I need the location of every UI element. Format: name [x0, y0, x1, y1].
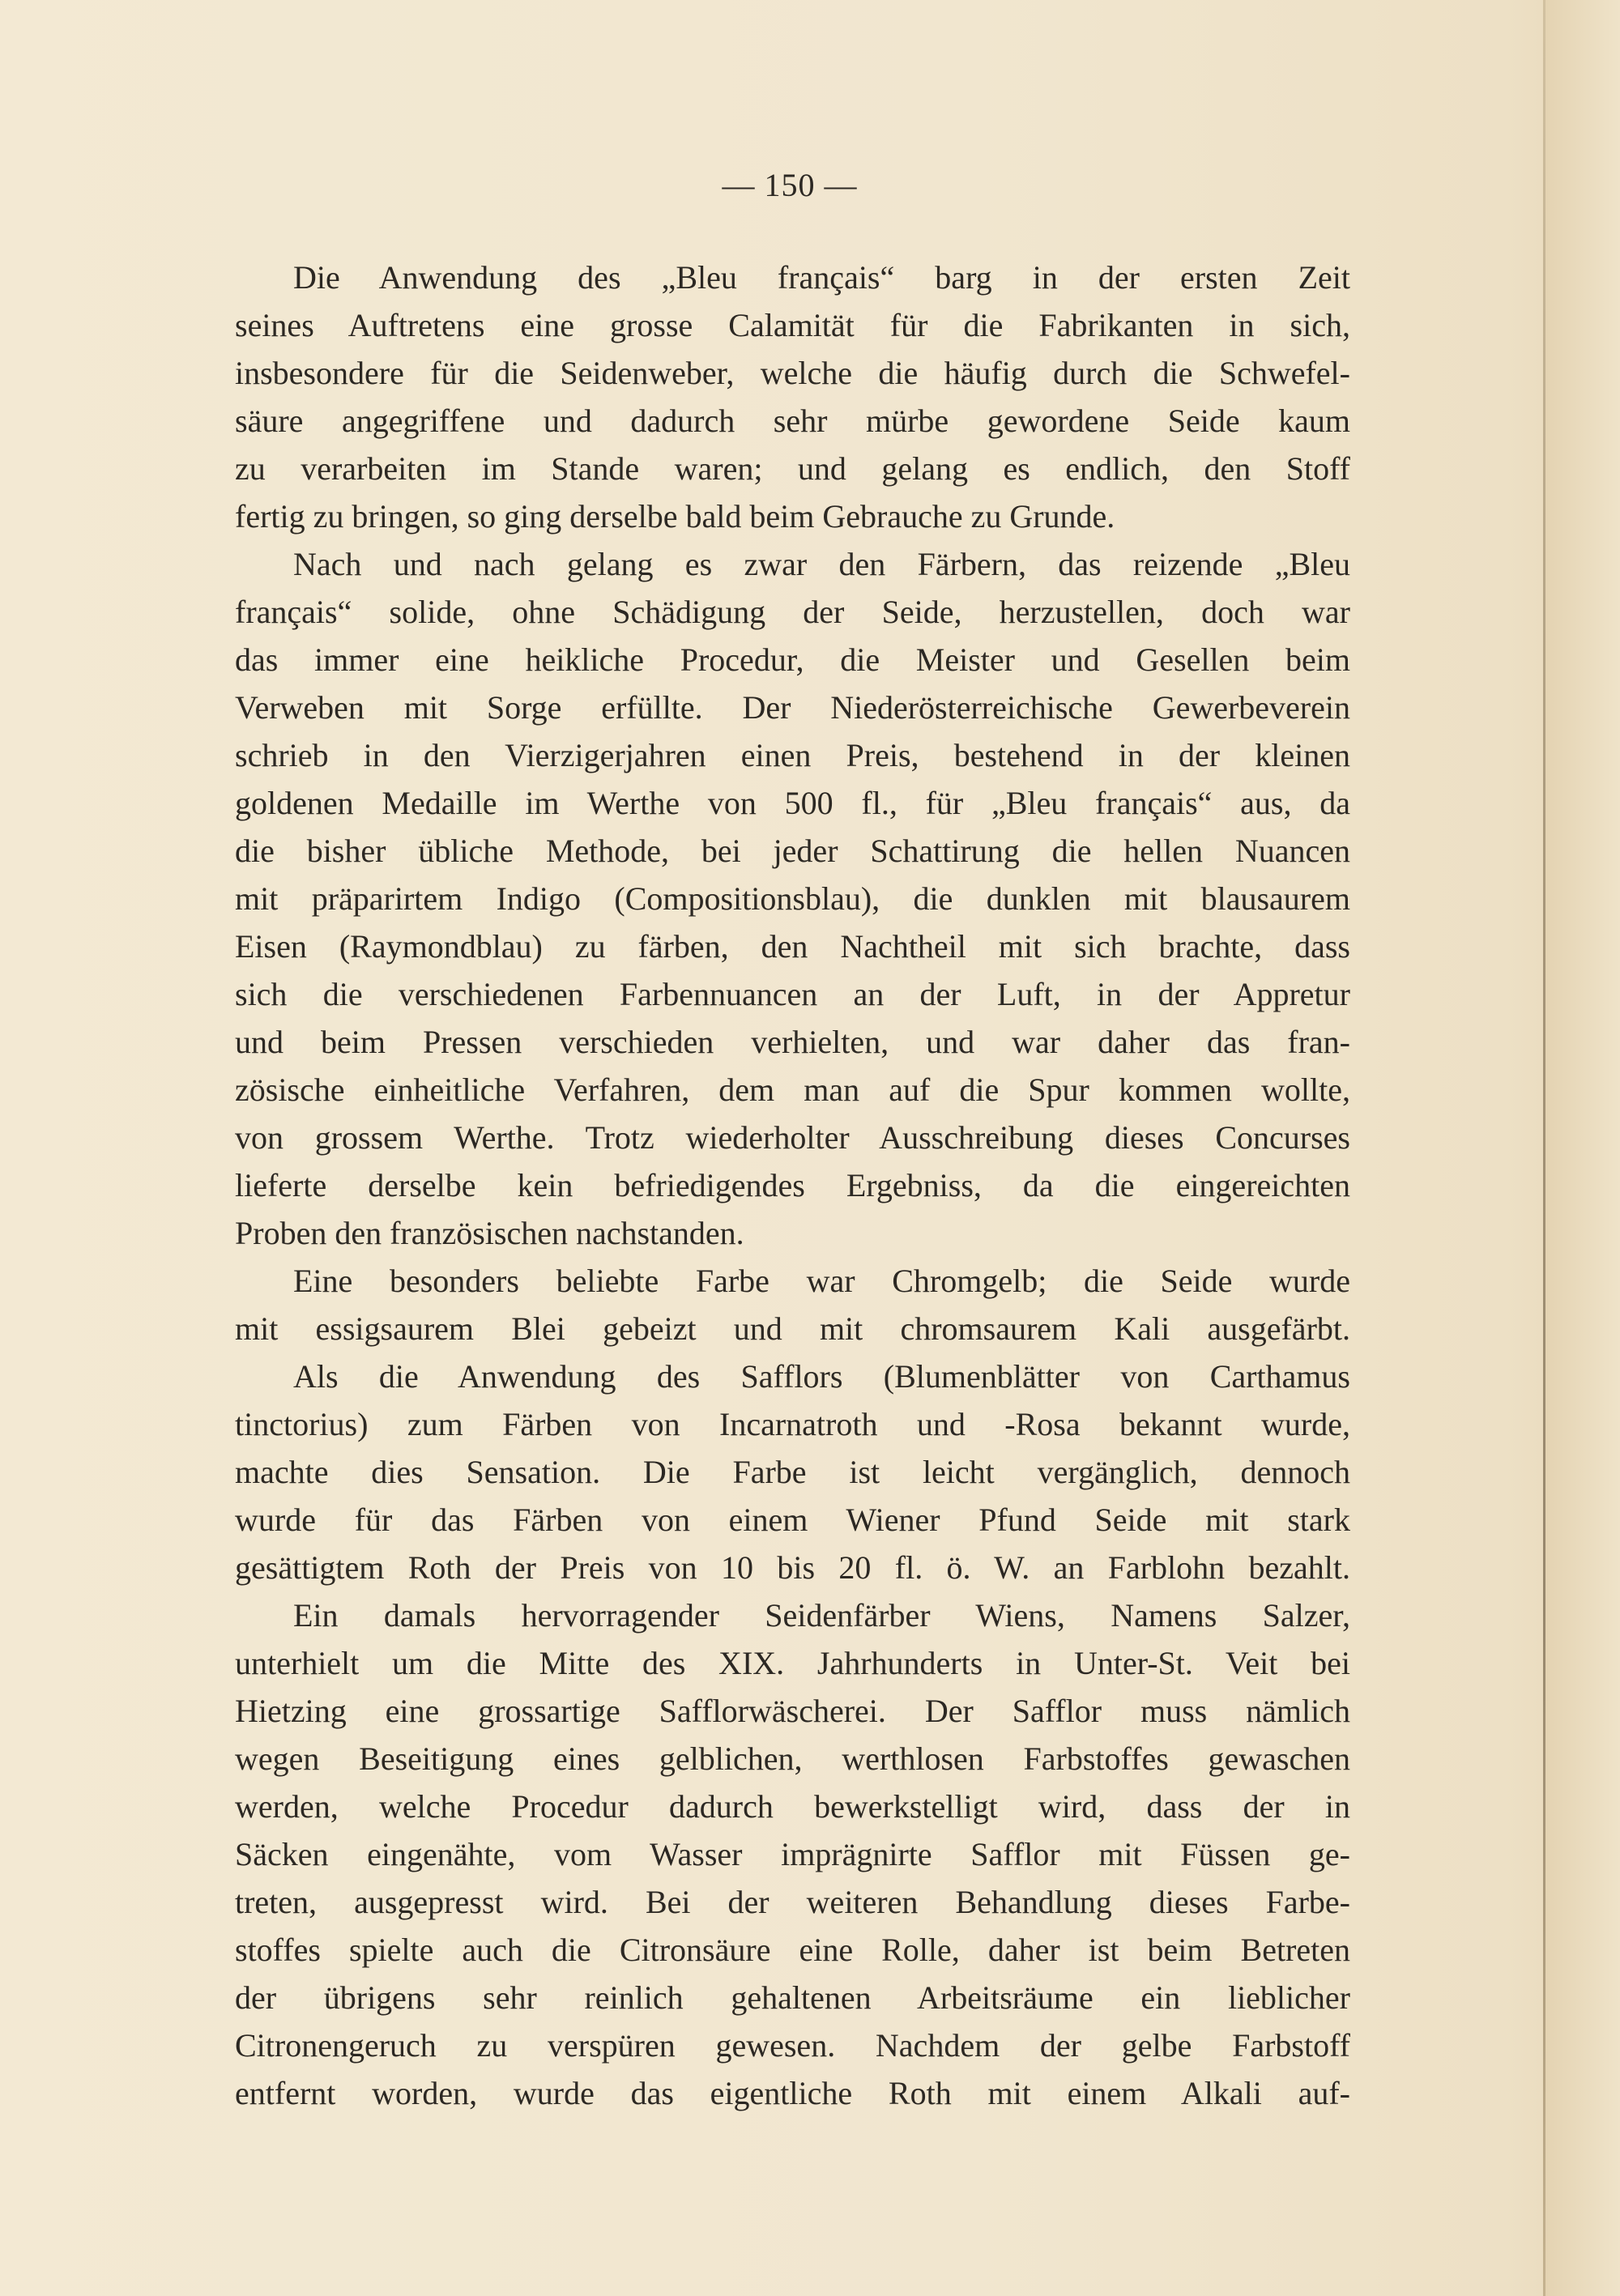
text-line: entfernt worden, wurde das eigentliche Roth mit einem Alkali auf-	[235, 2075, 1350, 2111]
text-line: Säcken eingenähte, vom Wasser imprägnirte Safflor mit Füssen ge-	[235, 1836, 1350, 1872]
text-line: die bisher übliche Methode, bei jeder Schattirung die hellen Nuancen	[235, 833, 1350, 869]
text-line: Proben den französischen nachstanden.	[235, 1215, 744, 1251]
text-line: schrieb in den Vierzigerjahren einen Preis, bestehend in der kleinen	[235, 737, 1350, 773]
body-text	[235, 253, 1350, 2117]
text-line: Als die Anwendung des Safflors (Blumenblätter von Carthamus	[293, 1358, 1350, 1395]
text-line: Eine besonders beliebte Farbe war Chromgelb; die Seide wurde	[293, 1263, 1350, 1299]
text-line: français“ solide, ohne Schädigung der Seide, herzustellen, doch war	[235, 594, 1350, 630]
text-line: zösische einheitliche Verfahren, dem man auf die Spur kommen wollte,	[235, 1071, 1350, 1108]
text-line: mit präparirtem Indigo (Compositionsblau), die dunklen mit blausaurem	[235, 880, 1350, 917]
text-line: gesättigtem Roth der Preis von 10 bis 20 fl. ö. W. an Farblohn bezahlt.	[235, 1549, 1350, 1586]
text-line: säure angegriffene und dadurch sehr mürbe gewordene Seide kaum	[235, 403, 1350, 439]
page-number: — 150 —	[722, 167, 858, 203]
text-line: seines Auftretens eine grosse Calamität für die Fabrikanten in sich,	[235, 307, 1350, 343]
text-line: Verweben mit Sorge erfüllte. Der Niederösterreichische Gewerbeverein	[235, 689, 1350, 726]
text-line: werden, welche Procedur dadurch bewerkstelligt wird, dass der in	[235, 1788, 1350, 1825]
text-line: insbesondere für die Seidenweber, welche die häufig durch die Schwefel-	[235, 355, 1350, 391]
text-line: treten, ausgepresst wird. Bei der weiteren Behandlung dieses Farbe-	[235, 1884, 1350, 1920]
text-line: tinctorius) zum Färben von Incarnatroth und -Rosa bekannt wurde,	[235, 1406, 1350, 1442]
text-line: das immer eine heikliche Procedur, die Meister und Gesellen beim	[235, 641, 1350, 678]
page-edge-shadow	[1545, 0, 1620, 2296]
text-line: Ein damals hervorragender Seidenfärber Wiens, Namens Salzer,	[293, 1597, 1350, 1634]
text-line: Die Anwendung des „Bleu français“ barg in der ersten Zeit	[293, 259, 1350, 296]
text-line: machte dies Sensation. Die Farbe ist leicht vergänglich, dennoch	[235, 1454, 1350, 1490]
text-line: unterhielt um die Mitte des XIX. Jahrhunderts in Unter-St. Veit bei	[235, 1645, 1350, 1681]
text-line: und beim Pressen verschieden verhielten, und war daher das fran-	[235, 1024, 1350, 1060]
text-line: wegen Beseitigung eines gelblichen, werthlosen Farbstoffes gewaschen	[235, 1740, 1350, 1777]
text-line: mit essigsaurem Blei gebeizt und mit chromsaurem Kali ausgefärbt.	[235, 1310, 1350, 1347]
text-line: zu verarbeiten im Stande waren; und gelang es endlich, den Stoff	[235, 450, 1350, 487]
text-line: der übrigens sehr reinlich gehaltenen Arbeitsräume ein lieblicher	[235, 1979, 1350, 2016]
text-line: Nach und nach gelang es zwar den Färbern, das reizende „Bleu	[293, 546, 1350, 582]
text-line: sich die verschiedenen Farbennuancen an der Luft, in der Appretur	[235, 976, 1350, 1012]
text-line: von grossem Werthe. Trotz wiederholter Ausschreibung dieses Concurses	[235, 1119, 1350, 1156]
text-line: Hietzing eine grossartige Safflorwäscherei. Der Safflor muss nämlich	[235, 1693, 1350, 1729]
text-line: Citronengeruch zu verspüren gewesen. Nachdem der gelbe Farbstoff	[235, 2027, 1350, 2064]
text-line: goldenen Medaille im Werthe von 500 fl., für „Bleu français“ aus, da	[235, 785, 1350, 821]
text-line: stoffes spielte auch die Citronsäure eine Rolle, daher ist beim Betreten	[235, 1932, 1350, 1968]
text-line: lieferte derselbe kein befriedigendes Ergebniss, da die eingereichten	[235, 1167, 1350, 1203]
text-line: fertig zu bringen, so ging derselbe bald beim Gebrauche zu Grunde.	[235, 498, 1115, 535]
text-line: wurde für das Färben von einem Wiener Pfund Seide mit stark	[235, 1502, 1350, 1538]
text-line: Eisen (Raymondblau) zu färben, den Nachtheil mit sich brachte, dass	[235, 928, 1350, 965]
